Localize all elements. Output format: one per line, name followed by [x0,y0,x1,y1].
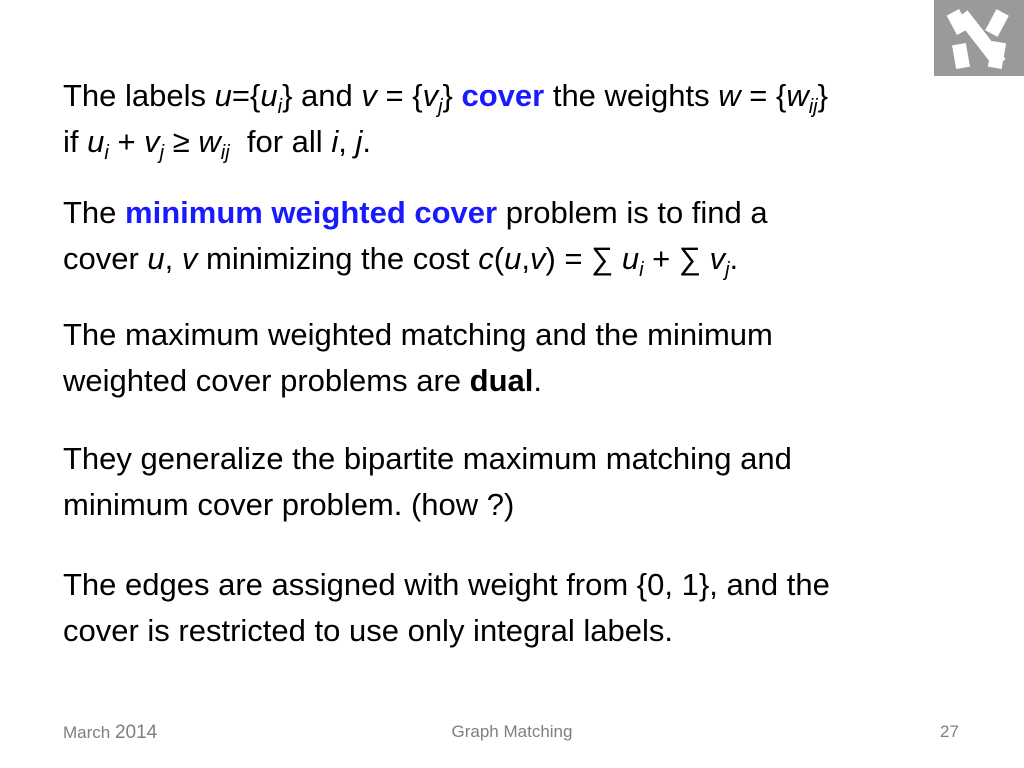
line: The edges are assigned with weight from {0, 1}, and the [63,567,830,602]
line: minimum cover problem. (how ?) [63,487,515,522]
text: The labels [63,78,215,113]
line: They generalize the bipartite maximum matching and [63,441,792,476]
text: ( [493,241,505,276]
line: The maximum weighted matching and the minimum [63,317,773,352]
var-u: u [504,241,522,276]
var-u: u [87,124,105,159]
text: problem is to find a [497,195,768,230]
line [63,358,993,404]
logo [934,0,1024,76]
text: if [63,124,88,159]
footer-date-month: March [63,723,115,742]
page-number: 27 [940,722,959,741]
var-j: j [355,124,363,159]
var-u: u [621,241,640,276]
line [63,236,993,282]
var-v: v [361,78,377,113]
line [63,190,993,236]
text: + ∑ [643,241,710,276]
text: for all [229,124,332,159]
line: cover is restricted to use only integral labels. [63,613,673,648]
var-c: c [478,241,494,276]
subscript-j: j [438,96,443,118]
subscript-j: j [725,259,730,281]
text: the weights [544,78,719,113]
text: . [362,124,371,159]
var-v: v [144,124,160,159]
text: ≥ [164,124,199,159]
subscript-ij: ij [808,96,818,118]
text: , [521,241,530,276]
var-i: i [331,124,339,159]
footer-date-year: 2014 [114,722,158,743]
var-u: u [260,78,278,113]
subscript-ij: ij [220,142,230,164]
var-w: w [718,78,741,113]
text: . [729,241,739,276]
text: } [442,78,462,113]
text: minimizing the cost [197,241,479,276]
var-u: u [214,78,232,113]
text: + [108,124,145,159]
text: } and [282,78,362,113]
paragraph-min-weighted-cover [63,190,993,282]
paragraph-generalize [63,436,993,528]
text: , [164,241,182,276]
var-w: w [198,124,221,159]
footer-title: Graph Matching [451,722,573,741]
paragraph-duality [63,312,993,404]
line [63,73,993,119]
subscript-i: i [639,259,644,281]
term-minimum-weighted-cover: minimum weighted cover [125,195,498,230]
var-v: v [422,78,439,113]
aleph-logo-icon [934,0,1024,76]
text: , [338,124,356,159]
var-v: v [529,241,546,276]
line [63,119,993,165]
var-u: u [147,241,165,276]
subscript-i: i [104,142,109,164]
term-cover: cover [461,78,545,113]
text: weighted cover problems are [63,363,470,398]
text: cover [63,241,148,276]
text: } [817,78,828,113]
paragraph-cover-definition [63,73,993,165]
var-v: v [709,241,726,276]
var-w: w [786,78,809,113]
term-dual: dual [469,363,534,398]
subscript-i: i [277,96,283,118]
text: ={ [231,78,261,113]
subscript-j: j [159,142,165,164]
text: ) = ∑ [545,241,622,276]
text: = { [376,78,423,113]
paragraph-edges-weights [63,562,993,654]
var-v: v [181,241,198,276]
text: The [63,195,126,230]
text: . [533,363,543,398]
text: = { [740,78,787,113]
